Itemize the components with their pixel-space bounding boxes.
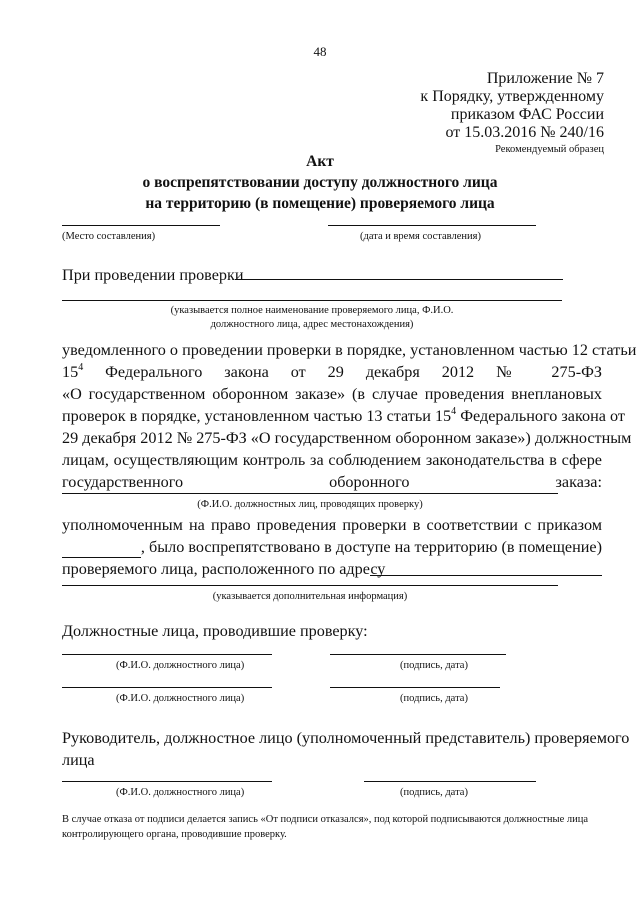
para1-line-4: [62, 405, 625, 427]
appendix-line-3: приказом ФАС России: [450, 106, 604, 123]
official-1-fio-caption: (Ф.И.О. должностного лица): [116, 660, 245, 671]
head-fio-line[interactable]: [62, 781, 272, 782]
para2-line-2: [62, 536, 602, 558]
official-2-fio-line[interactable]: [62, 687, 272, 688]
head-line-2: лица: [62, 751, 95, 769]
act-title-line-2: о воспрепятствовании доступу должностного лица: [142, 174, 498, 191]
appendix-header: [364, 70, 604, 157]
officials-heading: Должностные лица, проводившие проверку:: [62, 622, 368, 640]
official-2-signature-line[interactable]: [330, 687, 500, 688]
inspection-label-text: При проведении проверки: [62, 266, 244, 284]
official-1-fio-line[interactable]: [62, 654, 272, 655]
inspection-label: [62, 264, 602, 286]
para1-line-1: уведомленного о проведении проверки в порядке, установленном частью 12 статьи: [62, 341, 637, 359]
inspected-caption-2: должностного лица, адрес местонахождения): [210, 319, 414, 330]
additional-info-line[interactable]: [62, 585, 558, 586]
act-title: Акт: [306, 153, 334, 170]
date-line[interactable]: [328, 225, 536, 226]
para1-line-7: государственного оборонного заказа:: [62, 473, 602, 491]
para1-line-4-sup: 4: [451, 405, 457, 417]
para1-line-6: лицам, осуществляющим контроль за соблюдением законодательства в сфере: [62, 451, 602, 469]
inspection-line[interactable]: [235, 279, 563, 280]
official-2-fio-caption: (Ф.И.О. должностного лица): [116, 693, 245, 704]
officials-line[interactable]: [62, 493, 558, 494]
date-caption: (дата и время составления): [360, 231, 481, 242]
para1-line-2-b: Федерального закона от 29 декабря 2012 № 275-ФЗ: [83, 363, 602, 381]
place-caption: (Место составления): [62, 231, 156, 242]
para1-line-4-a: проверок в порядке, установленном частью 13 статьи 15: [62, 407, 452, 425]
order-number-line[interactable]: [62, 543, 141, 558]
recommended-sample: Рекомендуемый образец: [495, 144, 604, 155]
para1-line-4-b: Федерального закона от: [456, 407, 625, 425]
para2-line-1: уполномоченным на право проведения проверки в соответствии с приказом: [62, 516, 602, 534]
official-2-signature-caption: (подпись, дата): [400, 693, 468, 704]
head-signature-caption: (подпись, дата): [400, 787, 468, 798]
address-line[interactable]: [370, 561, 602, 576]
inspected-caption-1: (указывается полное наименование проверяемого лица, Ф.И.О.: [170, 305, 454, 316]
official-1-signature-caption: (подпись, дата): [400, 660, 468, 671]
place-line[interactable]: [62, 225, 220, 226]
para2-line-2-text: , было воспрепятствовано в доступе на территорию (в помещение): [140, 538, 602, 556]
refusal-note: В случае отказа от подписи делается запись «От подписи отказался», под которой подписываются должностные лица контролирующего органа, проводившие проверку.: [62, 814, 588, 840]
para1-line-2-sup: 4: [78, 361, 84, 373]
officials-caption: (Ф.И.О. должностных лиц, проводящих проверку): [197, 499, 423, 510]
para1-line-2: [62, 361, 602, 383]
appendix-line-1: Приложение № 7: [486, 70, 604, 87]
act-title-line-3: на территорию (в помещение) проверяемого лица: [145, 195, 495, 212]
appendix-line-4: от 15.03.2016 № 240/16: [445, 124, 604, 141]
inspected-entity-line[interactable]: [62, 300, 562, 301]
head-signature-line[interactable]: [364, 781, 536, 782]
para1-line-2-a: 15: [62, 363, 79, 381]
official-1-signature-line[interactable]: [330, 654, 506, 655]
additional-info-caption: (указывается дополнительная информация): [212, 591, 408, 602]
head-line-1: Руководитель, должностное лицо (уполномоченный представитель) проверяемого: [62, 729, 630, 747]
para1-line-5: 29 декабря 2012 № 275-ФЗ «О государственном оборонном заказе») должностным: [62, 429, 632, 447]
page-number: 48: [313, 44, 327, 59]
appendix-line-2: к Порядку, утвержденному: [420, 88, 604, 105]
para2-line-3: [62, 558, 602, 580]
para1-line-3: «О государственном оборонном заказе» (в случае проведения внеплановых: [62, 385, 602, 403]
para2-line-3-text: проверяемого лица, расположенного по адресу: [62, 560, 386, 578]
head-fio-caption: (Ф.И.О. должностного лица): [116, 787, 245, 798]
